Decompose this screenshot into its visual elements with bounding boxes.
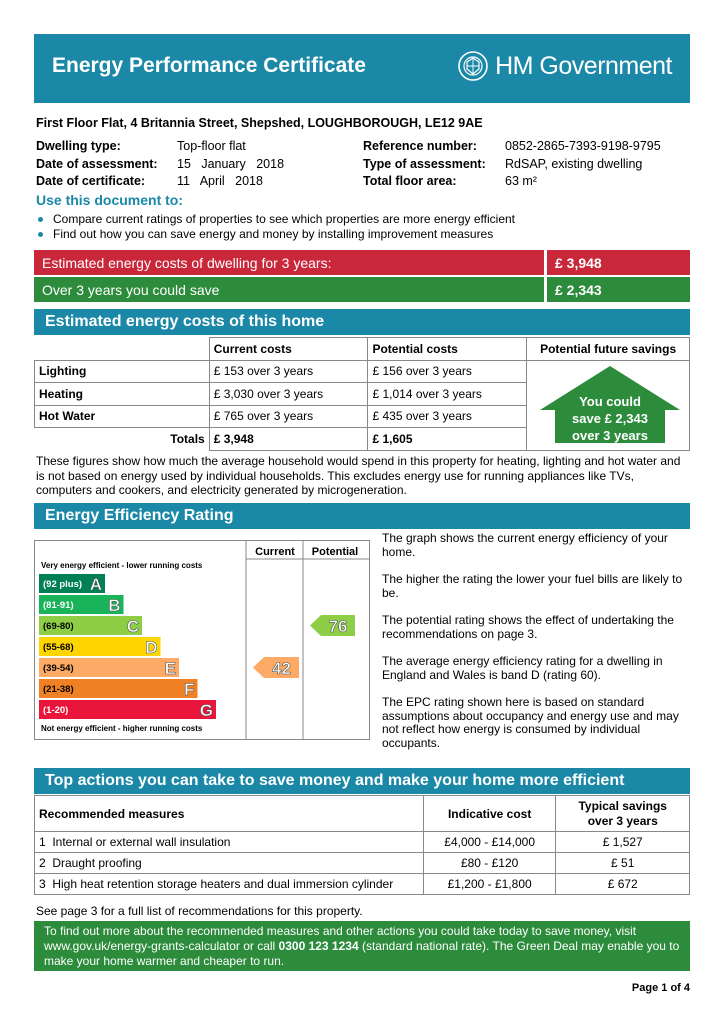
potential-rating-value: 76	[328, 617, 348, 636]
assessment-type-label: Type of assessment:	[363, 156, 486, 171]
band-d-range: (55-68)	[43, 642, 74, 653]
measure-cell: 1 Internal or external wall insulation	[35, 832, 424, 853]
table-row	[35, 832, 690, 853]
dwelling-type-value: Top-floor flat	[177, 139, 246, 153]
page-number: Page 1 of 4	[631, 982, 690, 994]
band-c-letter: C	[126, 617, 139, 636]
saving-cell: £ 672	[556, 874, 690, 895]
band-e-letter: E	[164, 659, 176, 678]
cell-current: £ 3,030 over 3 years	[209, 383, 368, 406]
savings-label: Over 3 years you could save	[34, 277, 544, 302]
eer-graph	[35, 541, 369, 739]
row-name: Hot Water	[35, 405, 210, 428]
row-name: Heating	[35, 383, 210, 406]
costs-note: These figures show how much the average household would spend in this property for heating, lighting and hot water and is not based on energy used by individual households. This excludes energy use for running appliances like TVs, computers and cookers, and electricity generated by microgeneration.	[36, 454, 681, 497]
list-item: Find out how you can save energy and money by installing improvement measures	[36, 227, 515, 242]
cell-potential: £ 156 over 3 years	[368, 360, 527, 383]
band-a-letter: A	[89, 575, 102, 594]
cell-potential: £ 435 over 3 years	[368, 405, 527, 428]
bottom-scale-label: Not energy efficient - higher running costs	[41, 724, 203, 733]
reference-number-value: 0852-2865-7393-9198-9795	[505, 139, 661, 153]
band-f-range: (21-38)	[43, 684, 74, 695]
more-info-box: To find out more about the recommended measures and other actions you could take today to save money, visit www.gov.uk/energy-grants-calculator or call 0300 123 1234 (standard national rate). The Green Deal may enable you to make your home warmer and cheaper to run.	[34, 921, 690, 971]
hm-government-logo	[457, 50, 672, 82]
band-c-range: (69-80)	[43, 621, 74, 632]
bullet-icon	[38, 232, 43, 237]
cell-current: £ 153 over 3 years	[209, 360, 368, 383]
reference-number-label: Reference number:	[363, 139, 477, 153]
actions-table	[34, 795, 690, 895]
measure-cell: 2 Draught proofing	[35, 853, 424, 874]
savings-arrow-text: You could save £ 2,343 over 3 years	[572, 394, 648, 443]
table-row	[35, 874, 690, 895]
cost-cell: £4,000 - £14,000	[423, 832, 556, 853]
band-f-letter: F	[184, 680, 195, 699]
estimated-costs-bar	[34, 250, 690, 275]
header-banner	[34, 34, 690, 103]
band-b-range: (81-91)	[43, 600, 74, 611]
cell-potential: £ 1,014 over 3 years	[368, 383, 527, 406]
certificate-date-value: 11 April 2018	[177, 174, 263, 188]
table-header-cost: Indicative cost	[423, 796, 556, 832]
eer-explanation	[382, 532, 690, 764]
royal-crest-icon	[457, 50, 489, 82]
floor-area-label: Total floor area:	[363, 174, 457, 188]
current-rating-value: 42	[272, 659, 291, 678]
band-b-letter: B	[108, 596, 121, 615]
dwelling-type-label: Dwelling type:	[36, 139, 121, 153]
totals-label: Totals	[35, 428, 210, 451]
eer-paragraph: The potential rating shows the effect of undertaking the recommendations on page 3.	[382, 613, 674, 641]
totals-current: £ 3,948	[209, 428, 368, 451]
row-name: Lighting	[35, 360, 210, 383]
table-header-typical-savings: Typical savings over 3 years	[556, 796, 690, 832]
use-document-list	[36, 212, 515, 242]
eer-paragraph: The average energy efficiency rating for a dwelling in England and Wales is band D (rating 60).	[382, 654, 663, 682]
gov-name: HM Government	[495, 51, 672, 80]
details-right	[363, 138, 693, 191]
assessment-date-value: 15 January 2018	[177, 156, 285, 171]
current-column-label: Current	[255, 546, 295, 558]
saving-cell: £ 51	[556, 853, 690, 874]
saving-cell: £ 1,527	[556, 832, 690, 853]
savings-bar	[34, 277, 690, 302]
cell-current: £ 765 over 3 years	[209, 405, 368, 428]
assessment-date-label: Date of assessment:	[36, 156, 158, 171]
band-e-range: (39-54)	[43, 663, 74, 674]
certificate-date-label: Date of certificate:	[36, 174, 146, 188]
costs-section-title: Estimated energy costs of this home	[34, 309, 690, 335]
eer-paragraph: The graph shows the current energy efficiency of your home.	[382, 531, 668, 559]
eer-bands	[39, 574, 216, 720]
savings-value: £ 2,343	[547, 277, 690, 302]
table-row	[35, 853, 690, 874]
cost-cell: £1,200 - £1,800	[423, 874, 556, 895]
bullet-icon	[38, 217, 43, 222]
actions-section-title: Top actions you can take to save money and make your home more efficient	[34, 768, 690, 794]
table-header-measures: Recommended measures	[35, 796, 424, 832]
page-title: Energy Performance Certificate	[52, 54, 366, 77]
top-scale-label: Very energy efficient - lower running costs	[41, 561, 203, 570]
cost-cell: £80 - £120	[423, 853, 556, 874]
band-g-range: (1-20)	[43, 705, 69, 716]
band-g-letter: G	[199, 701, 213, 720]
eer-markers	[253, 615, 355, 678]
use-document-title: Use this document to:	[36, 192, 184, 208]
potential-column-label: Potential	[311, 546, 359, 558]
table-header-potential: Potential costs	[368, 338, 527, 361]
totals-potential: £ 1,605	[368, 428, 527, 451]
table-header-current: Current costs	[209, 338, 368, 361]
see-page-note: See page 3 for a full list of recommendations for this property.	[36, 904, 363, 918]
band-d-letter: D	[145, 638, 158, 657]
table-header-savings: Potential future savings	[527, 338, 690, 361]
eer-section-title: Energy Efficiency Rating	[34, 503, 690, 529]
assessment-type-value: RdSAP, existing dwelling	[505, 156, 643, 171]
property-address: First Floor Flat, 4 Britannia Street, Shepshed, LOUGHBOROUGH, LE12 9AE	[36, 116, 483, 130]
list-item: Compare current ratings of properties to see which properties are more energy efficient	[36, 212, 515, 227]
eer-chart	[34, 540, 370, 740]
measure-cell: 3 High heat retention storage heaters and dual immersion cylinder	[35, 874, 424, 895]
estimated-costs-label: Estimated energy costs of dwelling for 3 years:	[34, 250, 544, 275]
details-left	[36, 138, 356, 191]
floor-area-value: 63 m²	[505, 174, 537, 188]
table-header-blank	[35, 338, 210, 361]
phone-number: 0300 123 1234	[278, 939, 359, 953]
eer-paragraph: The higher the rating the lower your fuel bills are likely to be.	[382, 572, 683, 600]
eer-paragraph: The EPC rating shown here is based on standard assumptions about occupancy and energy use and may not reflect how energy is consumed by individual occupants.	[382, 695, 679, 750]
band-a-range: (92 plus)	[43, 579, 83, 590]
estimated-costs-value: £ 3,948	[547, 250, 690, 275]
